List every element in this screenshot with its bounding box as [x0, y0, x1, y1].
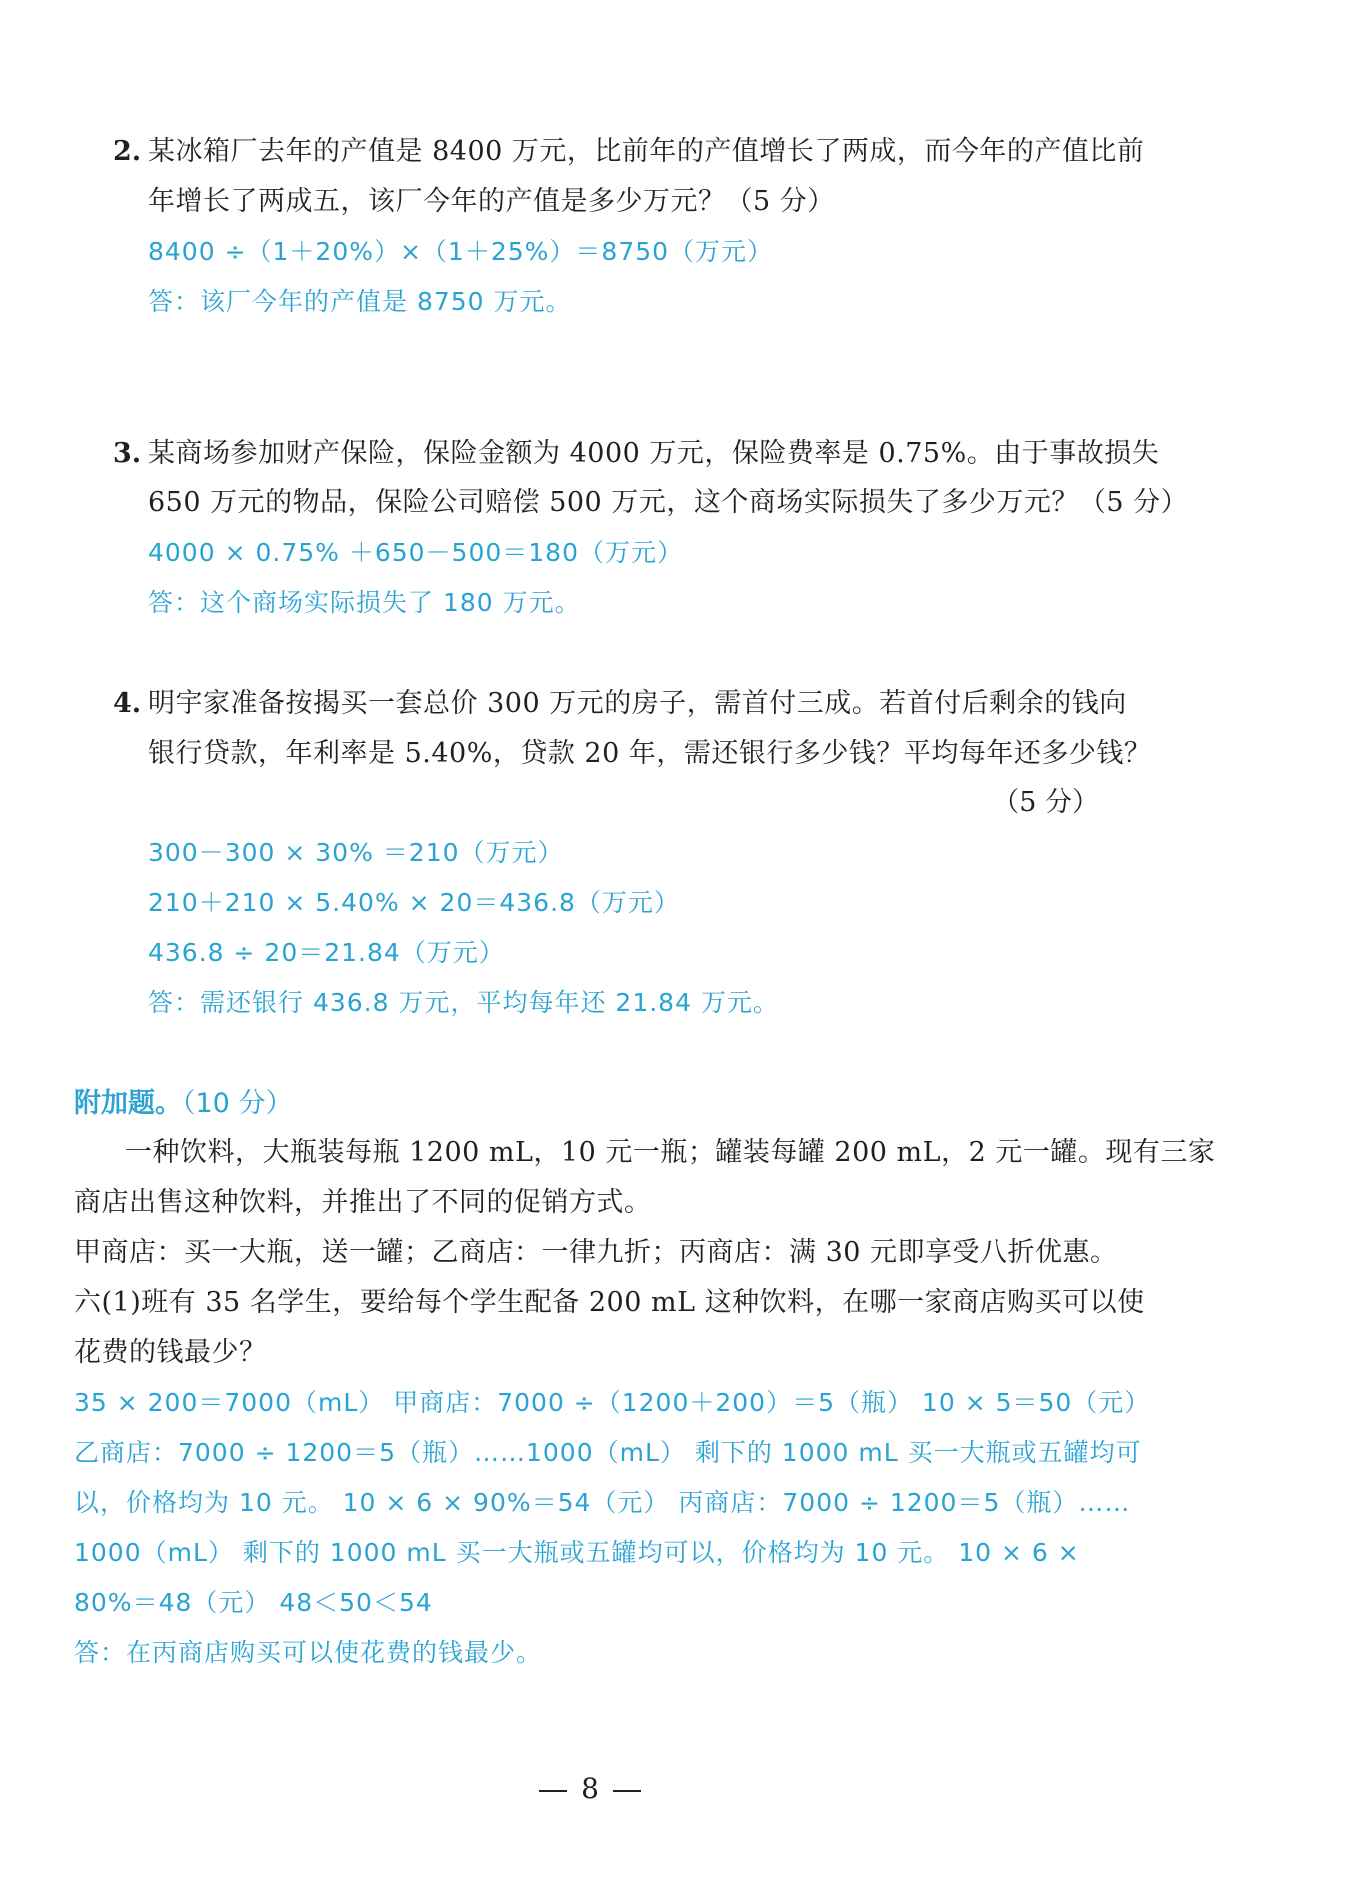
question-2-text-line-2: 年增长了两成五，该厂今年的产值是多少万元？（5 分） — [148, 186, 835, 217]
bonus-points: （10 分） — [182, 1088, 293, 1119]
question-2-number: 2. — [113, 136, 142, 167]
bonus-text-line-1: 一种饮料，大瓶装每瓶 1200 mL，10 元一瓶；罐装每罐 200 mL，2 元一罐。现有三家 — [125, 1137, 1216, 1168]
bonus-answer-line-2: 乙商店：7000 ÷ 1200＝5（瓶）……1000（mL） 剩下的 1000 mL 买一大瓶或五罐均可 — [74, 1438, 1142, 1467]
question-3-number: 3. — [113, 438, 142, 469]
question-4-answer-line-4: 答：需还银行 436.8 万元，平均每年还 21.84 万元。 — [148, 988, 779, 1017]
question-2-answer-line-2: 答：该厂今年的产值是 8750 万元。 — [148, 287, 572, 316]
question-4-number: 4. — [113, 688, 142, 719]
bonus-title — [74, 1087, 292, 1121]
question-4-answer-line-2: 210＋210 × 5.40% × 20＝436.8（万元） — [148, 888, 680, 917]
footer-dash-left — [539, 1790, 567, 1792]
bonus-answer-line-4: 1000（mL） 剩下的 1000 mL 买一大瓶或五罐均可以，价格均为 10 元。 10 × 6 × — [74, 1538, 1080, 1567]
footer-dash-right — [613, 1790, 641, 1792]
bonus-text-line-3: 甲商店：买一大瓶，送一罐；乙商店：一律九折；丙商店：满 30 元即享受八折优惠。 — [74, 1237, 1118, 1268]
question-3-text-line-2: 650 万元的物品，保险公司赔偿 500 万元，这个商场实际损失了多少万元？（5 分） — [148, 487, 1189, 518]
bonus-text-line-5: 花费的钱最少？ — [74, 1337, 267, 1368]
bonus-answer-line-5: 80%＝48（元） 48＜50＜54 — [74, 1588, 433, 1617]
question-4-answer-line-1: 300－300 × 30% ＝210（万元） — [148, 838, 564, 867]
bonus-title-text: 附加题。 — [74, 1088, 182, 1119]
bonus-answer-line-1: 35 × 200＝7000（mL） 甲商店：7000 ÷（1200＋200）＝5（瓶） 10 × 5＝50（元） — [74, 1388, 1151, 1417]
bonus-text-line-2: 商店出售这种饮料，并推出了不同的促销方式。 — [74, 1187, 652, 1218]
question-4-score: （5 分） — [992, 787, 1099, 818]
question-3-text-line-1: 某商场参加财产保险，保险金额为 4000 万元，保险费率是 0.75%。由于事故损失 — [148, 438, 1160, 469]
page-number: 8 — [581, 1772, 599, 1805]
question-4-text-line-1: 明宇家准备按揭买一套总价 300 万元的房子，需首付三成。若首付后剩余的钱向 — [148, 688, 1127, 719]
question-2-answer-line-1: 8400 ÷（1＋20%）×（1＋25%）＝8750（万元） — [148, 237, 774, 266]
question-4-text-line-2: 银行贷款，年利率是 5.40%，贷款 20 年，需还银行多少钱？平均每年还多少钱？ — [148, 738, 1152, 769]
bonus-text-line-4: 六(1)班有 35 名学生，要给每个学生配备 200 mL 这种饮料，在哪一家商店购买可以使 — [74, 1287, 1145, 1318]
question-3-answer-line-1: 4000 × 0.75% ＋650－500＝180（万元） — [148, 538, 683, 567]
question-2-text-line-1: 某冰箱厂去年的产值是 8400 万元，比前年的产值增长了两成，而今年的产值比前 — [148, 136, 1145, 167]
bonus-answer-line-3: 以，价格均为 10 元。 10 × 6 × 90%＝54（元） 丙商店：7000 ÷ 1200＝5（瓶）…… — [74, 1488, 1131, 1517]
bonus-answer-line-6: 答：在丙商店购买可以使花费的钱最少。 — [74, 1638, 543, 1667]
page-footer — [0, 1772, 1180, 1806]
question-3-answer-line-2: 答：这个商场实际损失了 180 万元。 — [148, 588, 581, 617]
question-4-answer-line-3: 436.8 ÷ 20＝21.84（万元） — [148, 938, 505, 967]
